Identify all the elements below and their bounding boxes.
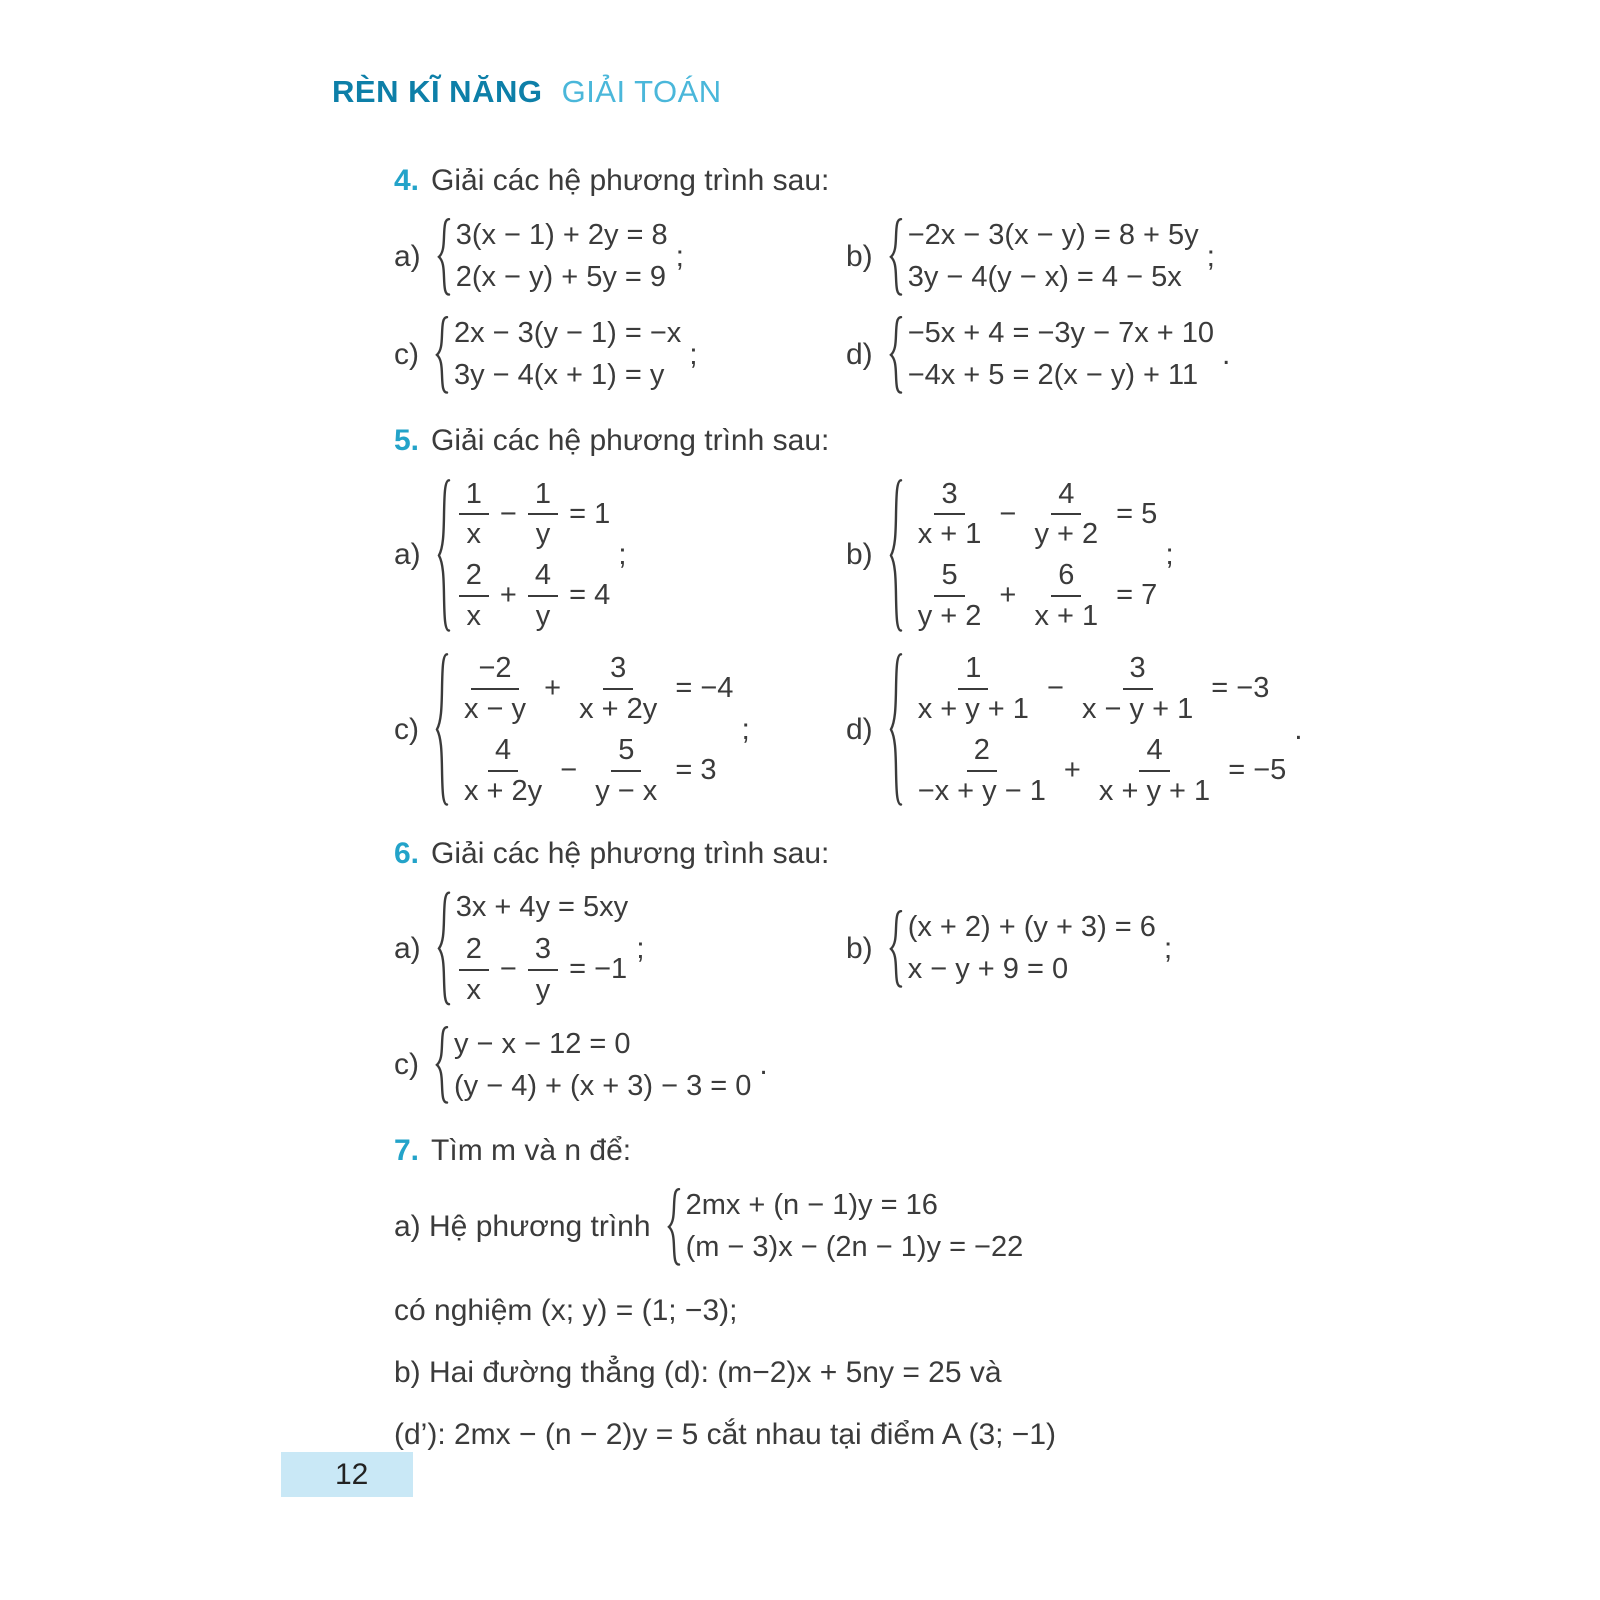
exercise-item (394, 1188, 1023, 1266)
math-text: = 4 (561, 579, 611, 612)
equation-line (908, 261, 1199, 294)
fraction (572, 652, 664, 725)
problem-title (394, 837, 1500, 871)
equation-line (908, 219, 1199, 252)
numerator: 3 (528, 933, 558, 970)
equation-line (454, 317, 681, 350)
equations (908, 911, 1156, 986)
denominator: y (535, 973, 551, 1006)
problem-row (394, 478, 1500, 633)
equation-line (908, 911, 1156, 944)
problem-7 (394, 1134, 1500, 1452)
numerator: 4 (1051, 478, 1081, 515)
fraction (459, 478, 489, 551)
equations (456, 478, 611, 633)
punctuation: . (1222, 337, 1231, 371)
equations (908, 478, 1158, 633)
paragraph: b) Hai đường thẳng (d): (m−2)x + 5ny = 25 và (394, 1355, 1002, 1389)
equation-system (889, 316, 1214, 394)
problem-5 (394, 424, 1500, 808)
equation-system (437, 478, 611, 633)
math-text: − (552, 754, 586, 787)
math-text: = −5 (1220, 754, 1287, 787)
equation-system (435, 652, 733, 807)
problem-row (394, 652, 1500, 807)
equations (454, 652, 733, 807)
equations (908, 219, 1199, 294)
item-label: b) (846, 537, 873, 571)
fraction (1092, 734, 1217, 807)
math-text: −5x + 4 = −3y − 7x + 10 (907, 317, 1215, 350)
fraction (457, 652, 533, 725)
denominator: y (535, 599, 551, 632)
item-label: b) (846, 239, 873, 273)
equation-line (456, 933, 629, 1006)
denominator: x − y (464, 692, 527, 725)
math-text: 2x − 3(y − 1) = −x (454, 317, 682, 350)
punctuation: ; (741, 712, 750, 746)
denominator: y + 2 (1034, 518, 1099, 550)
denominator: x (466, 973, 481, 1006)
problem-title-text: Giải các hệ phương trình sau: (431, 423, 830, 457)
equation-line (908, 734, 1287, 807)
punctuation: ; (1206, 239, 1215, 273)
denominator: x (466, 599, 481, 632)
numerator: 1 (958, 652, 988, 689)
item-label: a) (394, 239, 421, 273)
equation-line (456, 219, 668, 252)
exercise-item (394, 218, 846, 296)
math-text: 2mx + (n − 1)y = 16 (685, 1189, 938, 1222)
exercise-item (846, 652, 1500, 807)
numerator: −2 (471, 652, 518, 689)
exercise-item (394, 652, 846, 807)
numerator: 1 (459, 478, 489, 515)
equation-line (686, 1189, 1024, 1222)
equation-system (435, 316, 681, 394)
left-brace-icon (437, 891, 451, 1006)
math-text: = 3 (667, 754, 717, 787)
problem-title-text: Giải các hệ phương trình sau: (431, 164, 830, 197)
equations (454, 1028, 751, 1103)
math-text: + (536, 672, 570, 705)
equations (908, 652, 1287, 807)
numerator: 4 (1139, 734, 1169, 771)
equations (454, 317, 681, 392)
math-text: 2(x − y) + 5y = 9 (455, 261, 667, 294)
numerator: 3 (934, 478, 964, 515)
math-text: − (1038, 672, 1072, 705)
equation-system (889, 478, 1158, 633)
left-brace-icon (889, 652, 903, 807)
problem-row (394, 1026, 1500, 1104)
punctuation: ; (1163, 931, 1173, 965)
problem-title-text: Tìm m và n để: (431, 1133, 632, 1167)
punctuation: ; (618, 537, 627, 571)
math-text: + (491, 579, 525, 612)
equation-system (889, 218, 1199, 296)
math-text: = −3 (1203, 672, 1270, 705)
problem-number: 6. (394, 837, 420, 871)
equation-system (435, 1026, 751, 1104)
math-text: = −1 (561, 953, 628, 986)
denominator: x + y + 1 (917, 692, 1029, 725)
math-text: = 1 (561, 497, 611, 530)
numerator: 4 (488, 734, 518, 771)
exercise-item (394, 1026, 768, 1104)
chapter-header (332, 74, 1500, 110)
page-number: 12 (335, 1457, 369, 1491)
punctuation: ; (689, 337, 698, 371)
problem-title (394, 1134, 1500, 1168)
fraction (588, 734, 664, 807)
equation-line (686, 1231, 1024, 1264)
equation-line (456, 478, 611, 551)
denominator: −x + y − 1 (917, 774, 1046, 807)
numerator: 4 (528, 559, 558, 596)
fraction (528, 478, 558, 551)
fraction (911, 652, 1036, 725)
math-text: 3y − 4(y − x) = 4 − 5x (907, 261, 1182, 294)
left-brace-icon (667, 1188, 681, 1266)
fraction (528, 933, 558, 1006)
numerator: 2 (967, 734, 997, 771)
equation-line (908, 359, 1214, 392)
item-label: c) (394, 337, 419, 371)
punctuation: . (759, 1048, 768, 1082)
equation-system (437, 218, 668, 296)
numerator: 2 (459, 933, 489, 970)
math-text: 3(x − 1) + 2y = 8 (455, 219, 668, 252)
equation-line (454, 359, 681, 392)
equation-line (908, 478, 1158, 551)
equation-line (456, 891, 629, 924)
equation-line (908, 559, 1158, 632)
numerator: 2 (459, 559, 489, 596)
problems (394, 164, 1500, 1452)
math-text: y − x − 12 = 0 (454, 1027, 631, 1060)
left-brace-icon (437, 218, 451, 296)
problem-title (394, 424, 1500, 458)
denominator: x + 1 (1034, 599, 1099, 632)
left-brace-icon (435, 316, 449, 394)
math-text: −4x + 5 = 2(x − y) + 11 (907, 359, 1199, 392)
math-text: (x + 2) + (y + 3) = 6 (907, 911, 1156, 944)
exercise-item (846, 478, 1500, 633)
math-text: −2x − 3(x − y) = 8 + 5y (907, 219, 1199, 252)
problem-title (394, 164, 1500, 198)
punctuation: ; (675, 239, 685, 273)
equation-line (908, 953, 1156, 986)
numerator: 5 (611, 734, 641, 771)
item-label: b) (846, 931, 873, 965)
equation-line (454, 652, 733, 725)
equation-line (454, 1028, 751, 1061)
left-brace-icon (435, 652, 449, 807)
numerator: 1 (528, 478, 558, 515)
fraction (911, 478, 989, 551)
problem-6 (394, 837, 1500, 1104)
equations (456, 219, 668, 294)
equation-system (889, 652, 1287, 807)
denominator: x + y + 1 (1098, 774, 1211, 807)
fraction (911, 559, 989, 632)
paragraph: (d’): 2mx − (n − 2)y = 5 cắt nhau tại điểm A (3; −1) (394, 1417, 1056, 1451)
numerator: 3 (603, 652, 633, 689)
math-text: = −4 (667, 672, 734, 705)
left-brace-icon (889, 218, 903, 296)
item-label: d) (846, 712, 873, 746)
denominator: x − y + 1 (1081, 692, 1194, 725)
math-text: = 5 (1108, 497, 1158, 530)
fraction (457, 734, 549, 807)
equations (456, 891, 629, 1006)
denominator: y − x (595, 774, 658, 807)
paragraph: có nghiệm (x; y) = (1; −3); (394, 1293, 738, 1327)
fraction (1075, 652, 1200, 725)
exercise-item (394, 891, 846, 1006)
problem-number: 5. (394, 423, 420, 457)
equation-system (667, 1188, 1024, 1266)
denominator: y + 2 (917, 599, 982, 632)
left-brace-icon (889, 478, 903, 633)
problem-row (394, 891, 1500, 1006)
denominator: x + 2y (464, 774, 543, 807)
math-text: (y − 4) + (x + 3) − 3 = 0 (454, 1069, 752, 1102)
exercise-item (846, 218, 1500, 296)
item-label: a) (394, 537, 421, 571)
math-text: + (1055, 754, 1089, 787)
numerator: 3 (1123, 652, 1153, 689)
equation-line (456, 559, 611, 632)
numerator: 6 (1051, 559, 1081, 596)
equation-line (908, 652, 1287, 725)
punctuation: . (1294, 712, 1303, 746)
left-brace-icon (435, 1026, 449, 1104)
problem-4 (394, 164, 1500, 394)
math-text: − (491, 497, 525, 530)
fraction (1027, 559, 1105, 632)
exercise-item (394, 316, 846, 394)
math-text: + (991, 579, 1025, 612)
equation-line (454, 1070, 751, 1103)
equations (686, 1189, 1024, 1264)
equations (908, 317, 1214, 392)
numerator: 5 (934, 559, 964, 596)
fraction (1027, 478, 1105, 551)
equation-line (908, 317, 1214, 350)
exercise-item (846, 316, 1500, 394)
problem-number: 7. (394, 1133, 420, 1167)
math-text: = 7 (1108, 579, 1158, 612)
item-label: c) (394, 712, 419, 746)
equation-system (437, 891, 629, 1006)
left-brace-icon (889, 316, 903, 394)
math-text: x − y + 9 = 0 (907, 953, 1069, 986)
denominator: x + 1 (917, 518, 982, 550)
item-label: a) Hệ phương trình (394, 1209, 651, 1243)
exercise-item (394, 478, 846, 633)
problem-number: 4. (394, 164, 420, 197)
math-text: 3y − 4(x + 1) = y (454, 359, 665, 392)
fraction (459, 933, 489, 1006)
fraction (911, 734, 1053, 807)
page-footer (281, 1452, 413, 1497)
exercise-item (846, 910, 1500, 988)
item-label: d) (846, 337, 873, 371)
math-text: − (491, 953, 525, 986)
item-label: a) (394, 931, 421, 965)
header-title-strong: RÈN KĨ NĂNG (332, 74, 543, 109)
fraction (528, 559, 558, 632)
math-text: 3x + 4y = 5xy (455, 891, 629, 924)
punctuation: ; (1165, 537, 1174, 571)
problem-row (394, 218, 1500, 296)
punctuation: ; (636, 931, 645, 965)
problem-row (394, 1188, 1500, 1266)
header-title-light: GIẢI TOÁN (561, 74, 722, 109)
fraction (459, 559, 489, 632)
left-brace-icon (437, 478, 451, 633)
denominator: x (466, 518, 481, 550)
problem-title-text: Giải các hệ phương trình sau: (431, 837, 830, 871)
left-brace-icon (889, 910, 903, 988)
problem-row (394, 316, 1500, 394)
equation-line (454, 734, 733, 807)
equation-system (889, 910, 1156, 988)
math-text: (m − 3)x − (2n − 1)y = −22 (685, 1231, 1024, 1264)
equation-line (456, 261, 668, 294)
item-label: c) (394, 1048, 419, 1082)
math-text: − (991, 497, 1025, 530)
denominator: x + 2y (579, 692, 658, 725)
denominator: y (535, 518, 551, 550)
